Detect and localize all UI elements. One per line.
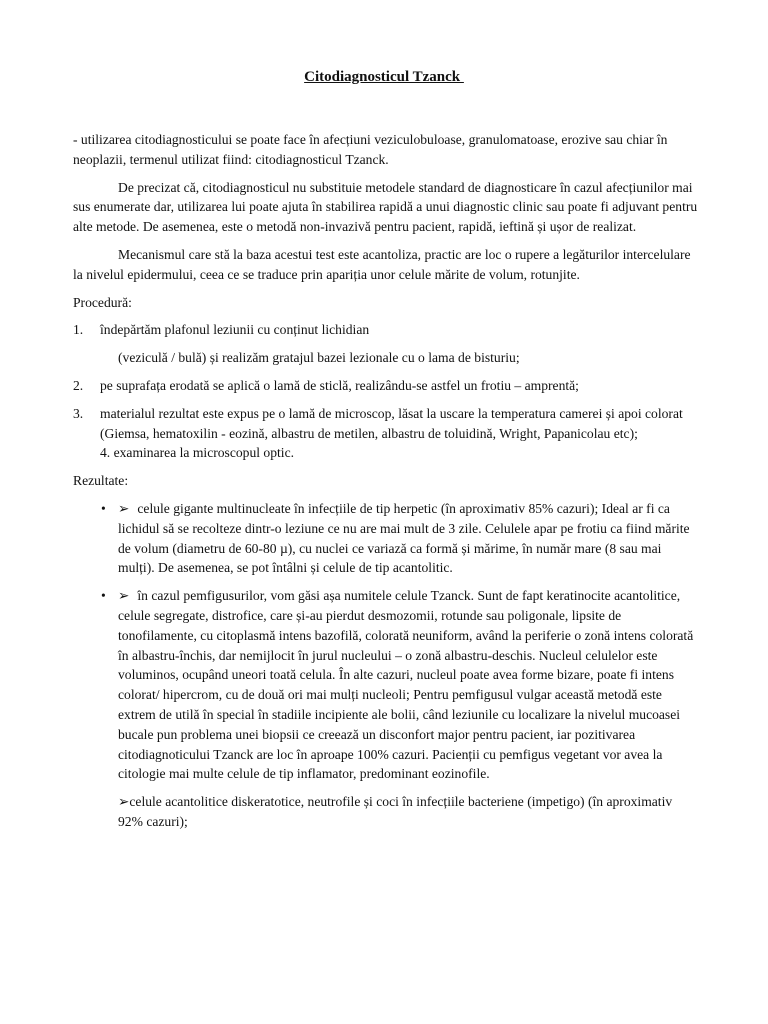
step-text: pe suprafața erodată se aplică o lamă de sticlă, realizându-se astfel un frotiu – amprentă; bbox=[100, 377, 579, 393]
procedure-heading: Procedură: bbox=[73, 294, 132, 310]
step-text: materialul rezultat este expus pe o lamă de microscop, lăsat la uscare la temperatura camerei și apoi colorat (Giemsa, hematoxilin - eozină, albastru de metilen, albastru de toluidină, Wright, Papanicolau etc); bbox=[100, 405, 683, 441]
results-heading: Rezultate: bbox=[73, 473, 129, 489]
result-item-pemfigus bbox=[73, 586, 699, 784]
procedure-step-3 bbox=[73, 404, 699, 463]
result-text-wrap bbox=[118, 499, 699, 578]
procedure-step-1 bbox=[73, 320, 699, 340]
arrow-bullet-icon: ➢ bbox=[118, 500, 130, 516]
document-body bbox=[73, 130, 699, 840]
result-text-wrap bbox=[118, 586, 699, 784]
result-item-impetigo: ➢celule acantolitice diskeratotice, neutrofile și coci în infecțiile bacteriene (impetigo) (în aproximativ 92% cazuri); bbox=[118, 794, 673, 829]
step-text: îndepărtăm plafonul leziunii cu conținut lichidian bbox=[100, 322, 370, 338]
step-number: 2. bbox=[73, 377, 84, 393]
bullet-icon: • bbox=[101, 588, 106, 604]
bullet-icon: • bbox=[101, 500, 106, 516]
arrow-bullet-icon: ➢ bbox=[118, 588, 130, 604]
procedure-step-1-continuation: (veziculă / bulă) și realizăm gratajul bazei lezionale cu o lama de bisturiu; bbox=[118, 350, 520, 366]
step-4-text: 4. examinarea la microscopul optic. bbox=[100, 445, 295, 461]
page-title: Citodiagnosticul Tzanck bbox=[304, 69, 464, 85]
intro-paragraph: - utilizarea citodiagnosticului se poate face în afecțiuni veziculobuloase, granulomatoase, erozive sau chiar în neoplazii, termenul utilizat fiind: citodiagnosticul Tzanck. bbox=[73, 132, 668, 167]
step-number: 1. bbox=[73, 322, 84, 338]
result-item-herpetic bbox=[73, 499, 699, 578]
procedure-step-2 bbox=[73, 376, 699, 396]
result-text: celule gigante multinucleate în infecțiile de tip herpetic (în aproximativ 85% cazuri); Ideal ar fi ca lichidul să se recolteze dintr-o leziune ce nu are mai mult de 3 zile. Celulele apar pe frotiu ca fiind mărite de volum (diametru de 60-80 µ), cu nuclei ce variază ca formă și mărime, în număr mare (8 sau mai mulți). De asemenea, se pot întâlni și celule de tip acantolitic. bbox=[118, 500, 690, 576]
paragraph-mecanism: Mecanismul care stă la baza acestui test este acantoliza, practic are loc o rupere a legăturilor intercelulare la nivelul epidermului, ceea ce se traduce prin apariția unor celule mărite de volum, rotunjite. bbox=[73, 246, 691, 282]
step-number: 3. bbox=[73, 405, 84, 421]
result-text: în cazul pemfigusurilor, vom găsi așa numitele celule Tzanck. Sunt de fapt keratinocite acantolitice, celule segregate, distrofice, care și-au pierdut desmozomii, rotunde sau poligonale, lipsite de tonofilamente, cu citoplasmă intens bazofilă, colorată neuniform, având la periferie o zonă intens colorată în albastru-închis, dar nemijlocit în jurul nucleului – o zonă albastru-deschis. Nucleul celulelor este voluminos, ocupând uneori toată celula. În alte cazuri, nucleul poate avea forme bizare, poate fi intens colorat/ hipercrom, cu de două ori mai mulți nucleoli; Pentru pemfigusul vulgar această metodă este extrem de utilă în special în stadiile incipiente ale bolii, când leziunile cu localizare la nivelul mucoasei bucale pun problema unei biopsii ce creează un disconfort major pentru pacient, iar pozitivarea citodiagnoticului Tzanck are loc în aproape 100% cazuri. Pacienții cu pemfigus vegetant vor avea la citologie mai multe celule de tip inflamator, predominant eozinofile. bbox=[118, 588, 694, 782]
step-body bbox=[100, 404, 699, 463]
paragraph-precizare: De precizat că, citodiagnosticul nu substituie metodele standard de diagnosticare în cazul afecțiunilor mai sus enumerate dar, utilizarea lui poate ajuta în stabilirea rapidă a unui diagnostic clinic sau poate fi adjuvant pentru alte metode. De asemenea, este o metodă non-invazivă pentru pacient, rapidă, ieftină și ușor de realizat. bbox=[73, 179, 698, 235]
